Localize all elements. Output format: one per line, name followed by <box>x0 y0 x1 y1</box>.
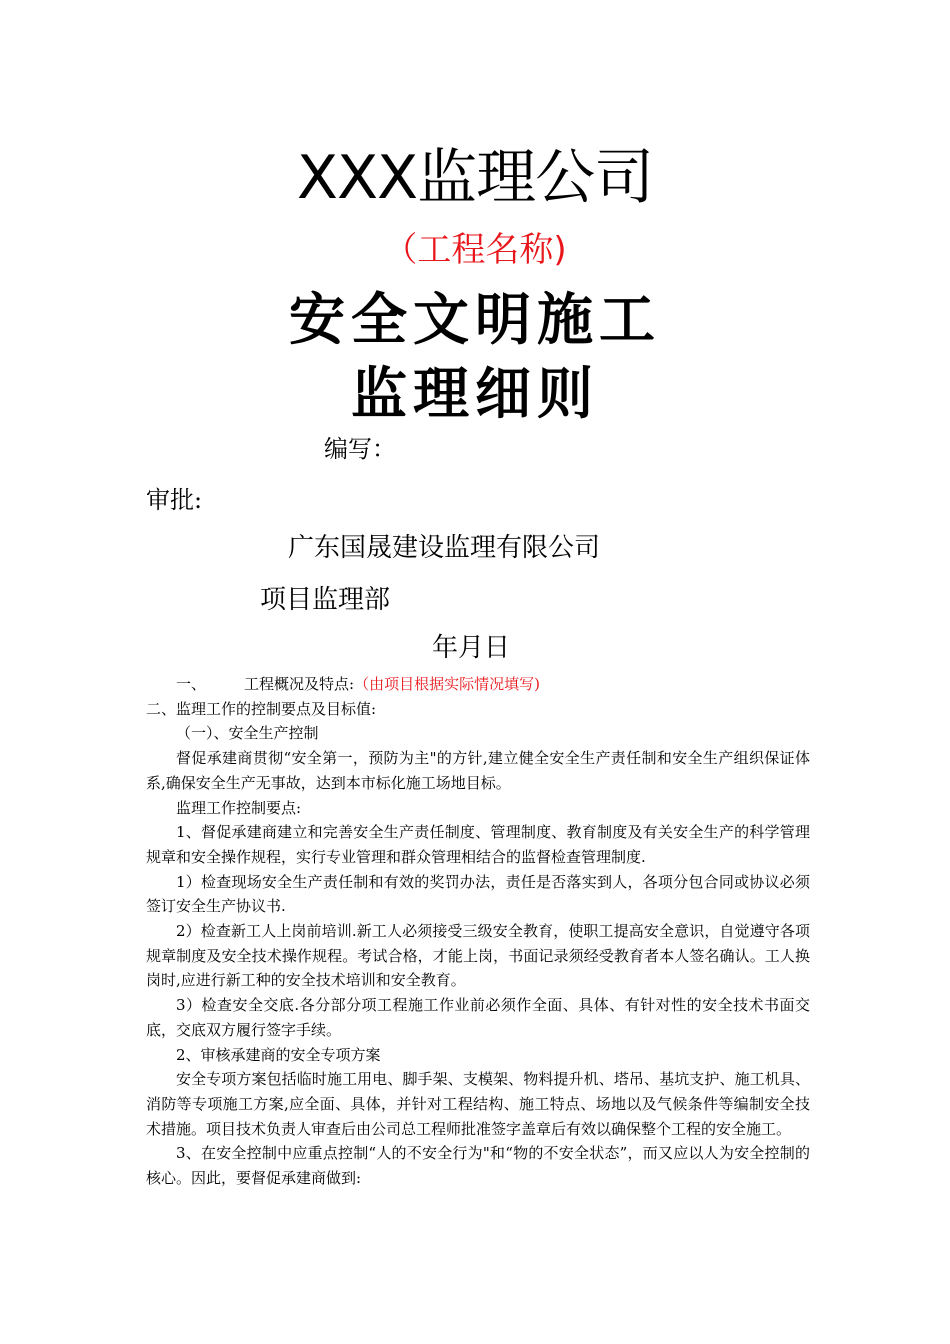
document-body <box>146 672 810 1191</box>
subsection-1-heading: （一）、安全生产控制 <box>176 724 319 743</box>
section-1-heading <box>146 672 810 697</box>
paragraph: 1、督促承建商建立和完善安全生产责任制度、管理制度、教育制度及有关安全生产的科学管理规章和安全操作规程，实行专业管理和群众管理相结合的监督检查管理制度. <box>146 823 810 866</box>
section-1-title: 工程概况及特点: <box>244 675 355 693</box>
section-2-heading: 二、监理工作的控制要点及目标值: <box>146 699 377 718</box>
approver-label: 审批: <box>146 486 203 514</box>
company-name: XXX监理公司 <box>296 143 654 213</box>
paragraph: 安全专项方案包括临时施工用电、脚手架、支模架、物料提升机、塔吊、基坑支护、施工机具、消防等专项施工方案,应全面、具体，并针对工程结构、施工特点、场地以及气候条件等编制安全技术措施。项目技术负责人审查后由公司总工程师批准签字盖章后有效以确保整个工程的安全施工。 <box>146 1070 810 1138</box>
paragraph: 2）检查新工人上岗前培训.新工人必须接受三级安全教育，使职工提高安全意识，自觉遵守各项规章制度及安全技术操作规程。考试合格，才能上岗，书面记录须经受教育者本人签名确认。工人换岗时,应进行新工种的安全技术培训和安全教育。 <box>146 922 810 990</box>
paragraph: 3）检查安全交底.各分部分项工程施工作业前必须作全面、具体、有针对性的安全技术书面交底，交底双方履行签字手续。 <box>146 996 810 1039</box>
department-name: 项目监理部 <box>260 585 391 615</box>
paragraph: 3、在安全控制中应重点控制“人的不安全行为"和“物的不安全状态”，而又应以人为安全控制的核心。因此，要督促承建商做到: <box>146 1144 810 1188</box>
paragraph: 监理工作控制要点: <box>176 798 302 817</box>
paragraph: 督促承建商贯彻“安全第一，预防为主"的方针,建立健全安全生产责任制和安全生产组织保证体系,确保安全生产无事故，达到本市标化施工场地目标。 <box>146 749 810 792</box>
section-1-number: 一、 <box>176 675 207 693</box>
compiler-label: 编写： <box>324 435 396 463</box>
paragraph: 1）检查现场安全生产责任制和有效的奖罚办法，责任是否落实到人，各项分包合同或协议必须签订安全生产协议书. <box>146 872 810 916</box>
date-line: 年月日 <box>432 633 511 663</box>
section-1-note: （由项目根据实际情况填写) <box>354 675 540 693</box>
project-name: （工程名称) <box>383 230 567 270</box>
paragraph: 2、审核承建商的安全专项方案 <box>176 1045 381 1064</box>
document-title-line2: 监理细则 <box>351 362 599 427</box>
document-title-line1: 安全文明施工 <box>289 288 661 353</box>
organization-name: 广东国晟建设监理有限公司 <box>288 533 601 563</box>
